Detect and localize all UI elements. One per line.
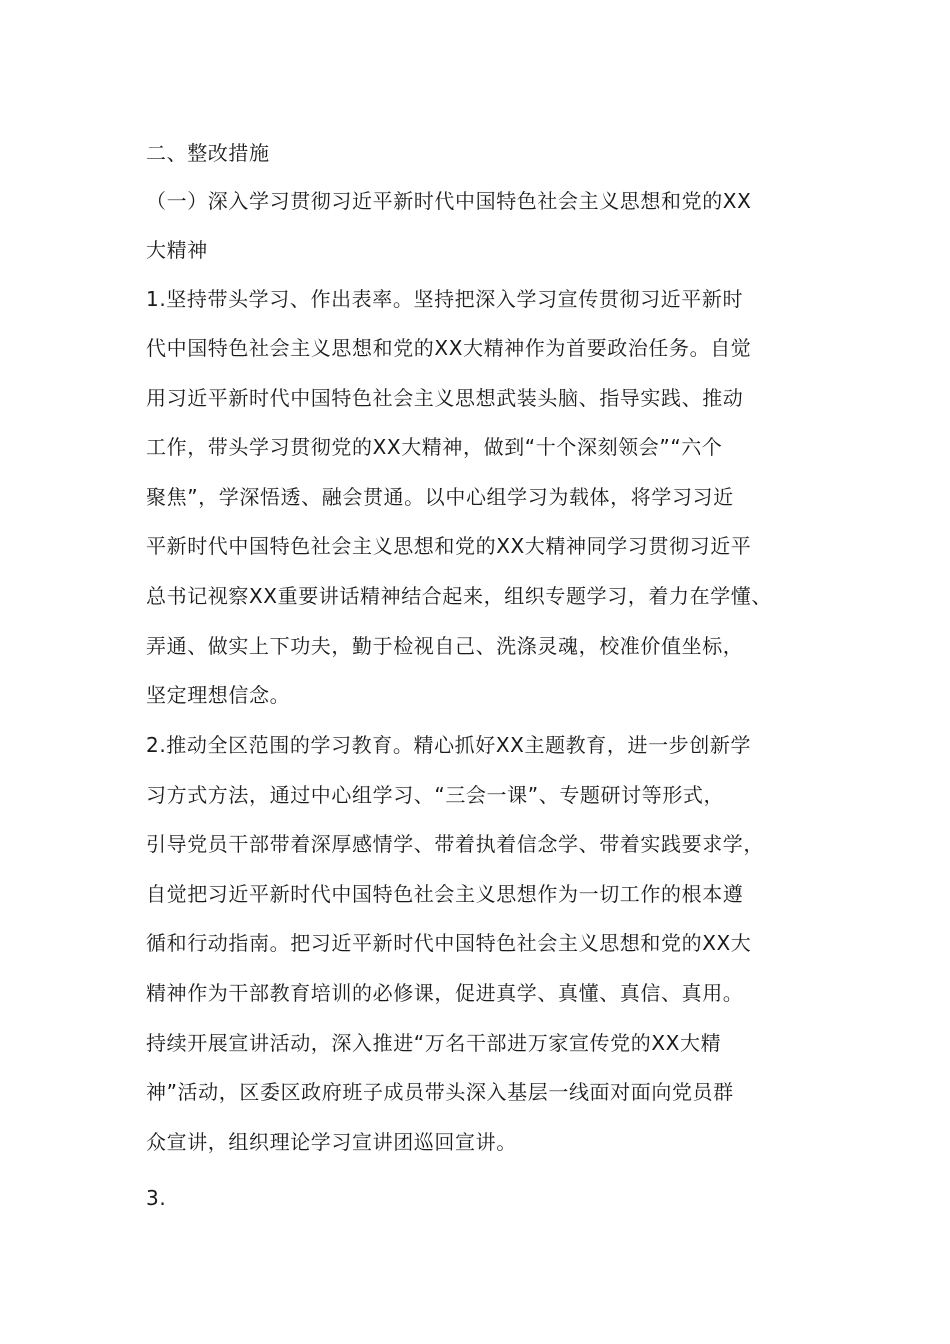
subsection-heading-line-2: 大精神	[146, 238, 208, 262]
subsection-heading-line-1: （一）深入学习贯彻习近平新时代中国特色社会主义思想和党的XX	[146, 189, 752, 213]
paragraph-1-line: 1.坚持带头学习、作出表率。坚持把深入学习宣传贯彻习近平新时	[146, 287, 744, 311]
paragraph-2-line: 自觉把习近平新时代中国特色社会主义思想作为一切工作的根本遵	[146, 882, 744, 906]
paragraph-1-line: 聚焦”，学深悟透、融会贯通。以中心组学习为载体，将学习习近	[146, 485, 734, 509]
paragraph-1-line: 弄通、做实上下功夫，勤于检视自己、洗涤灵魂，校准价值坐标，	[146, 634, 744, 658]
paragraph-1-line: 工作，带头学习贯彻党的XX大精神，做到“十个深刻领会”“六个	[146, 435, 723, 459]
paragraph-3-start: 3.	[146, 1186, 167, 1210]
paragraph-1-line: 代中国特色社会主义思想和党的XX大精神作为首要政治任务。自觉	[146, 336, 752, 360]
paragraph-1-line: 用习近平新时代中国特色社会主义思想武装头脑、指导实践、推动	[146, 386, 744, 410]
paragraph-2-line: 引导党员干部带着深厚感情学、带着执着信念学、带着实践要求学，	[146, 832, 764, 856]
section-heading: 二、整改措施	[146, 141, 270, 165]
paragraph-2-line: 习方式方法，通过中心组学习、“三会一课”、专题研讨等形式，	[146, 783, 725, 807]
paragraph-2-line: 精神作为干部教育培训的必修课，促进真学、真懂、真信、真用。	[146, 981, 744, 1005]
paragraph-2-line: 循和行动指南。把习近平新时代中国特色社会主义思想和党的XX大	[146, 931, 752, 955]
paragraph-1-line: 坚定理想信念。	[146, 683, 291, 707]
paragraph-1-line: 总书记视察XX重要讲话精神结合起来，组织专题学习，着力在学懂、	[146, 584, 773, 608]
paragraph-2-line: 神”活动，区委区政府班子成员带头深入基层一线面对面向党员群	[146, 1080, 734, 1104]
paragraph-2-line: 众宣讲，组织理论学习宣讲团巡回宣讲。	[146, 1130, 517, 1154]
paragraph-1-line: 平新时代中国特色社会主义思想和党的XX大精神同学习贯彻习近平	[146, 534, 752, 558]
paragraph-2-line: 持续开展宣讲活动，深入推进“万名干部进万家宣传党的XX大精	[146, 1031, 722, 1055]
paragraph-2-line: 2.推动全区范围的学习教育。精心抓好XX主题教育，进一步创新学	[146, 733, 752, 757]
